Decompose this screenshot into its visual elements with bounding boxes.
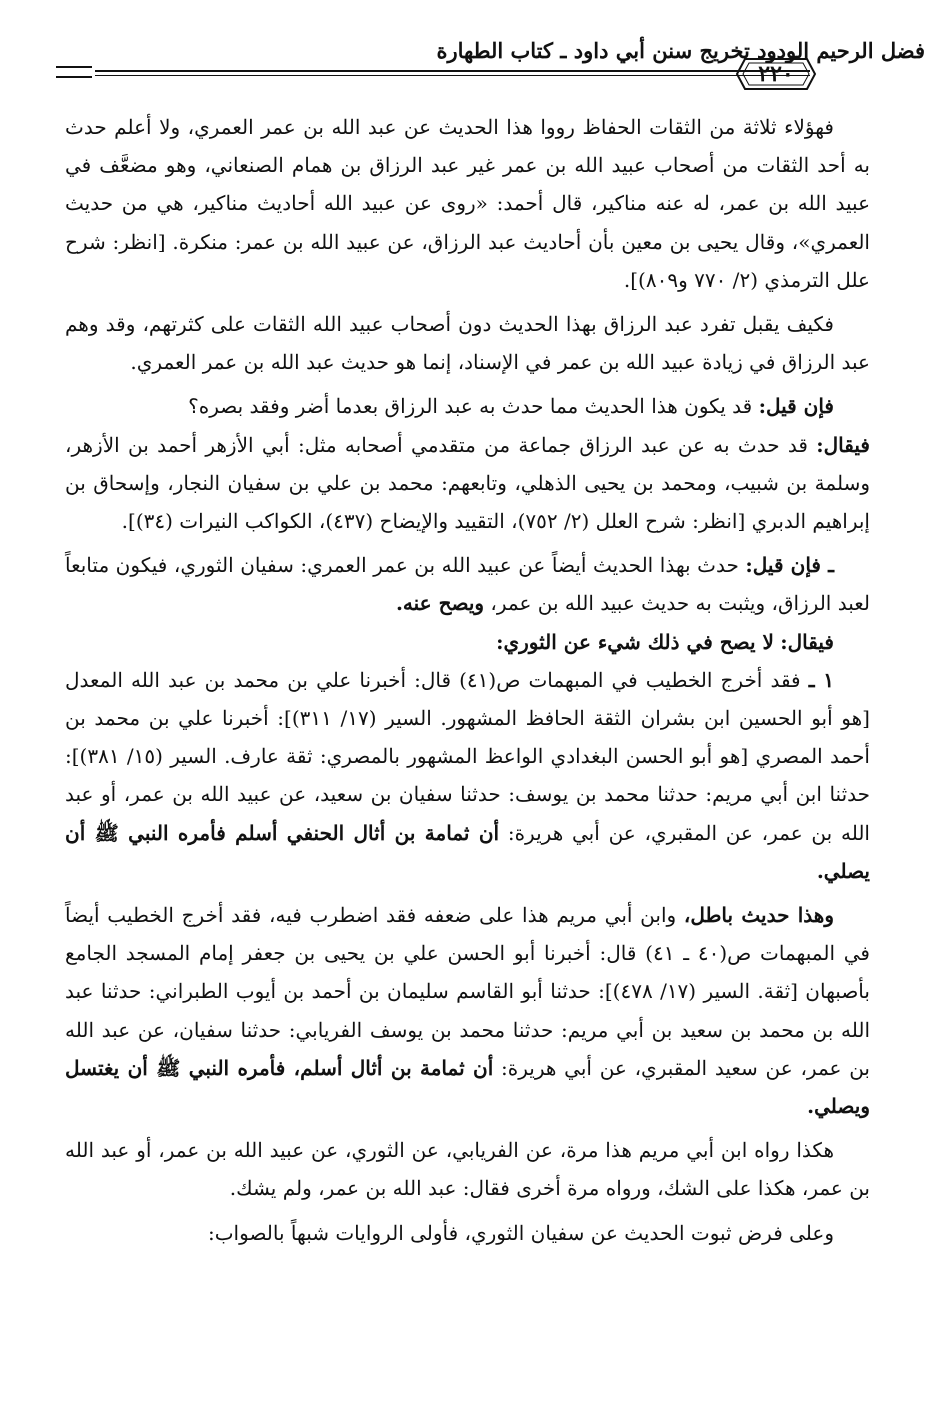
paragraph-7-text: فقد أخرج الخطيب في المبهمات ص(٤١) قال: أخبرنا علي بن محمد بن عبد الله المعدل [هو أبو الحسين ابن بشران الثقة الحافظ المشهور. السير (١٧/ ٣١١)]: أخبرنا علي بن محمد بن أحمد المصري [هو أبو الحسن البغدادي الواعظ المشهور بالمصري: ثقة عارف. السير (١٥/ ٣٨١)]: حدثنا ابن أبي مريم: حدثنا محمد بن يوسف: حدثنا سفيان بن سعيد، عن عبيد الله بن عمر، أو عبد الله بن عمر، عن المقبري، عن أبي هريرة: [65,667,870,845]
paragraph-5-text: حدث بهذا الحديث أيضاً عن عبيد الله بن عمر العمري: سفيان الثوري، فيكون متابعاً لعبد الرزاق، ويثبت به حديث عبيد الله بن عمر، [65,553,870,616]
paragraph-10 [65,1214,870,1252]
hadith-text-2: أن ثمامة بن أثال أسلم، فأمره النبي ﷺ أن يغتسل ويصلي. [65,1055,870,1119]
paragraph-2-text: فكيف يقبل تفرد عبد الرزاق بهذا الحديث دون أصحاب عبيد الله الثقات على كثرتهم، وقد وهم عبد الرزاق في زيادة عبيد الله بن عمر في الإسناد، إنما هو حديث عبد الله بن عمر العمري. [65,312,870,375]
hadith-text-1: أن ثمامة بن أثال الحنفي أسلم فأمره النبي ﷺ أن يصلي. [65,820,870,883]
page-header [20,38,925,100]
paragraph-8 [65,896,870,1125]
header-rule-left [95,70,735,76]
paragraph-2 [65,305,870,381]
paragraph-5 [65,546,870,622]
paragraph-8-bold: وهذا حديث باطل، [683,903,835,928]
paragraph-1 [65,108,870,299]
paragraph-6-bold: لا يصح في ذلك شيء عن الثوري: [496,629,774,654]
paragraph-5-bold: ويصح عنه. [395,591,485,616]
paragraph-1-text: فهؤلاء ثلاثة من الثقات الحفاظ رووا هذا الحديث عن عبد الله بن عمر العمري، ولا أعلم حدث به أحد الثقات من أصحاب عبيد الله بن عمر غير عبد الرزاق بن همام الصنعاني، وهو مضعَّف في عبيد الله بن عمر، له عنه مناكير، قال أحمد: «روى عن عبيد الله أحاديث مناكير، هي من حديث العمري»، وقال يحيى بن معين بأن أحاديث عبد الرزاق، عن عبيد الله بن عمر: منكرة. [انظر: شرح علل الترمذي (٢/ ٧٧٠ و٨٠٩)]. [65,115,870,292]
answer-lead: فيقال: [816,432,870,457]
running-title: فضل الرحيم الودود تخريج سنن أبي داود ـ كتاب الطهارة [436,38,925,63]
page-number: ٢٢٠ [758,61,794,87]
main-text [65,108,870,1258]
paragraph-10-text: وعلى فرض ثبوت الحديث عن سفيان الثوري، فأولى الروايات شبهاً بالصواب: [207,1220,834,1245]
paragraph-3 [65,387,870,425]
question-lead-2: ـ فإن قيل: [745,553,834,578]
list-number: ١ ـ [808,667,834,692]
header-rule-cap [56,64,92,82]
page-number-frame [735,56,817,92]
paragraph-3-text: قد يكون هذا الحديث مما حدث به عبد الرزاق بعدما أضر وفقد بصره؟ [188,394,753,419]
paragraph-9-text: هكذا رواه ابن أبي مريم هذا مرة، عن الفريابي، عن الثوري، عن عبيد الله بن عمر، أو عبد الله بن عمر، هكذا على الشك، ورواه مرة أخرى فقال: عبد الله بن عمر، ولم يشك. [65,1138,870,1201]
paragraph-9 [65,1131,870,1207]
paragraph-4 [65,426,870,541]
paragraph-6 [65,623,870,661]
paragraph-4-text: قد حدث به عن عبد الرزاق جماعة من متقدمي أصحابه مثل: أبي الأزهر أحمد بن الأزهر، وسلمة بن شبيب، ومحمد بن يحيى الذهلي، وتابعهم: محمد بن علي بن سفيان النجار، وإسحاق بن إبراهيم الدبري [انظر: شرح العلل (٢/ ٧٥٢)، التقييد والإيضاح (٤٣٧)، الكواكب النيرات (٣٤)]. [65,432,870,534]
paragraph-8-text: وابن أبي مريم هذا على ضعفه فقد اضطرب فيه، فقد أخرج الخطيب أيضاً في المبهمات ص(٤٠ ـ ٤١) قال: أخبرنا أبو الحسن علي بن يحيى بن جعفر إمام المسجد الجامع بأصبهان [ثقة. السير (١٧/ ٤٧٨)]: حدثنا أبو القاسم سليمان بن أحمد بن أيوب الطبراني: حدثنا عبد الله بن محمد بن سعيد بن أبي مريم: حدثنا محمد بن يوسف الفريابي: حدثنا سفيان، عن عبد الله بن عمر، عن سعيد المقبري، عن أبي هريرة: [65,903,870,1080]
paragraph-7 [65,661,870,890]
question-lead: فإن قيل: [758,394,834,419]
answer-lead-2: فيقال: [780,629,834,654]
